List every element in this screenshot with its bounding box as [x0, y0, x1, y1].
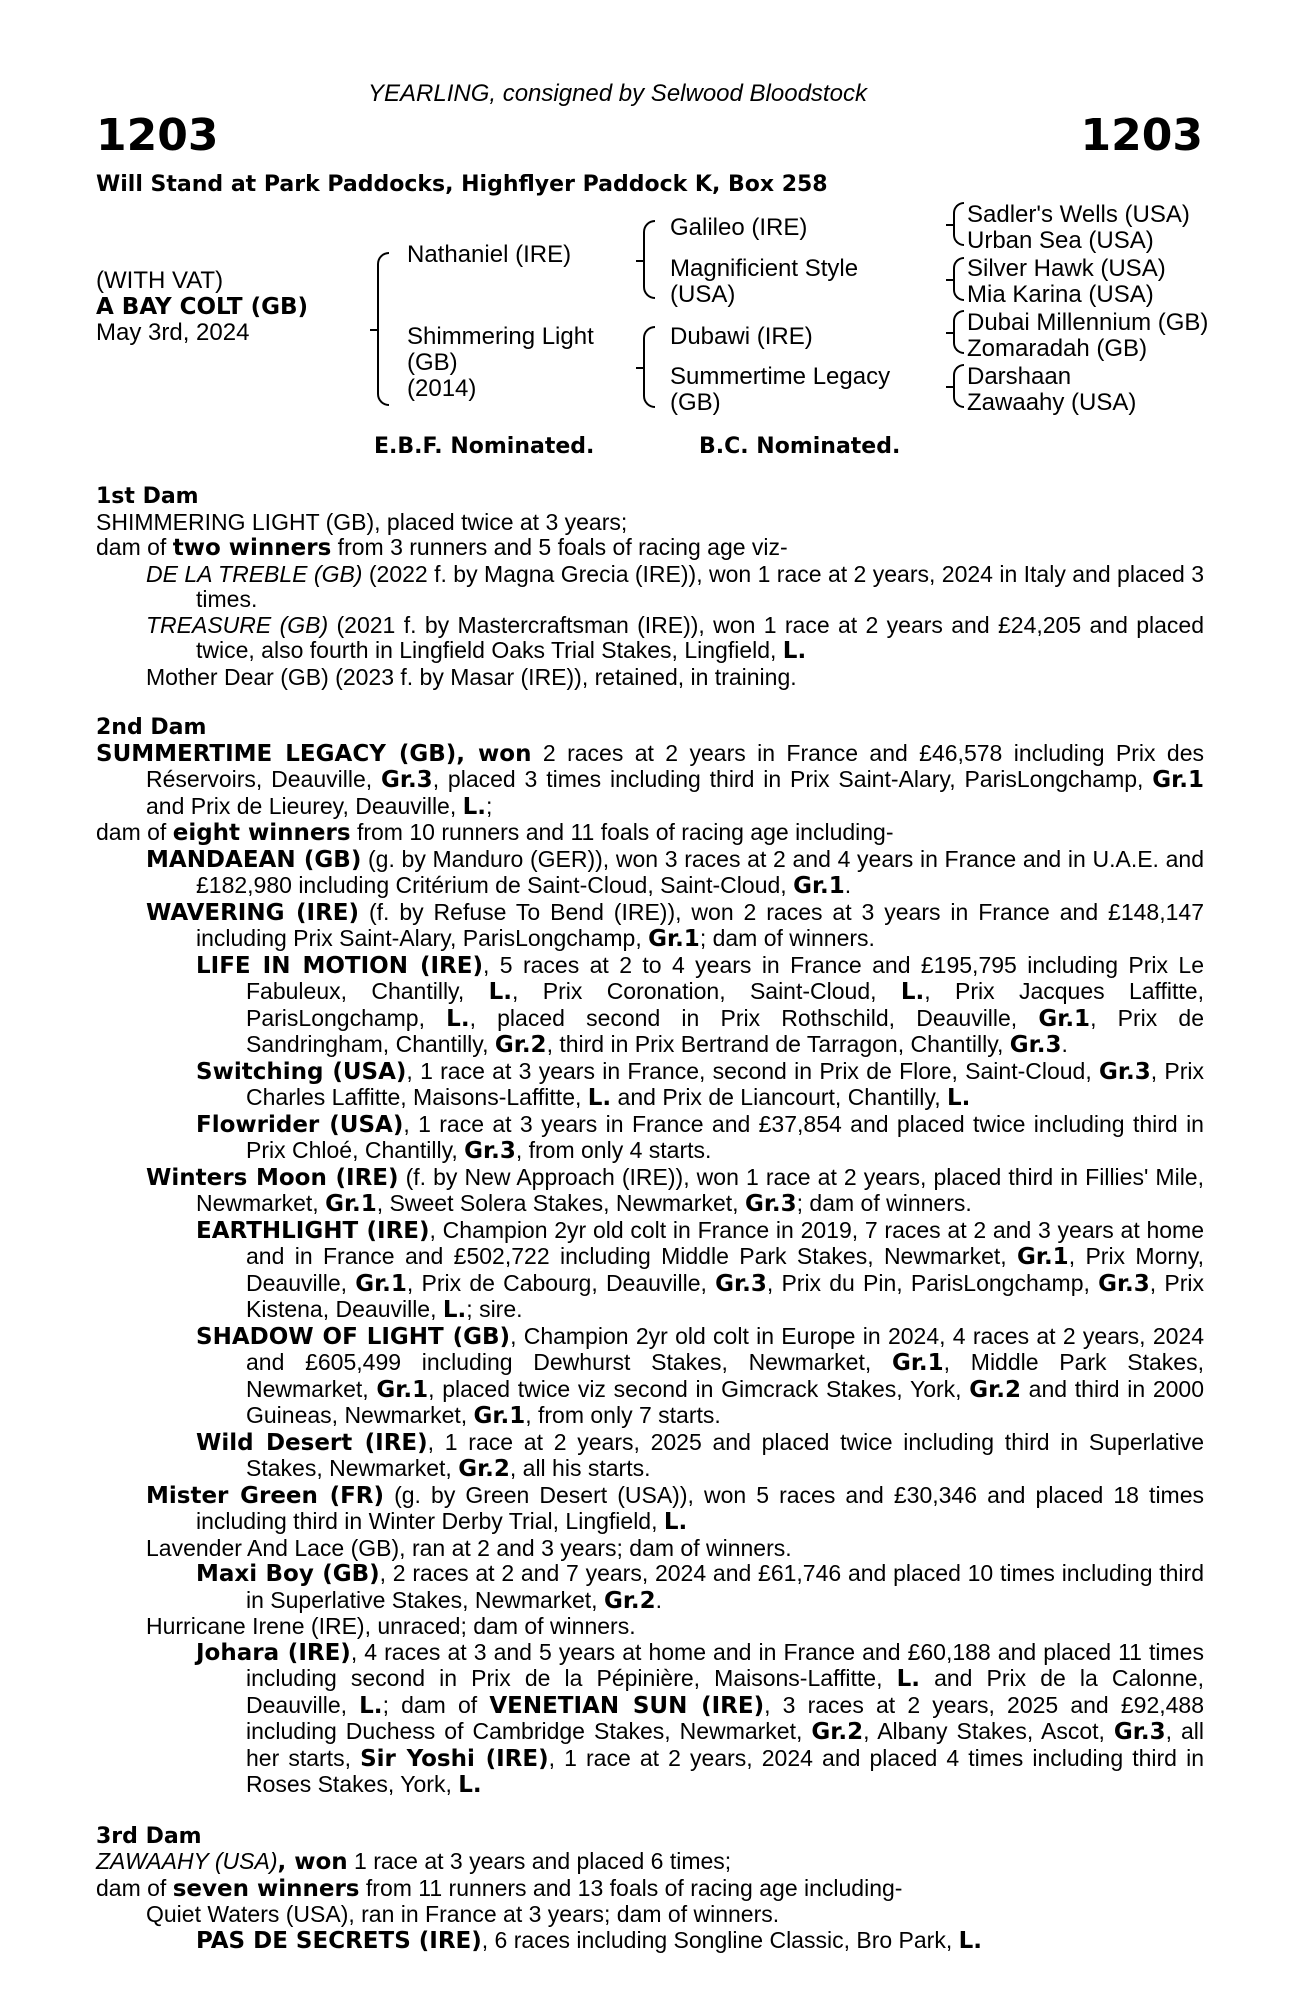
- lot-number-right: 1203: [1080, 110, 1203, 161]
- foaling-date: May 3rd, 2024: [96, 319, 250, 346]
- entry-wavering: WAVERING (IRE) (f. by Refuse To Bend (IRE)), won 2 races at 3 years in France and £148,147 including Prix Saint-Alary, ParisLongchamp, Gr.1; dam of winners.: [146, 898, 1204, 952]
- gen3-ssd: Urban Sea (USA): [967, 227, 1154, 254]
- dam-dam-line2: (GB): [670, 389, 721, 416]
- ebf-nomination: E.B.F. Nominated.: [374, 434, 595, 459]
- entry-lavender-and-lace: Lavender And Lace (GB), ran at 2 and 3 years; dam of winners.: [146, 1534, 792, 1561]
- brace-ds: [953, 310, 964, 354]
- gen3-sdd: Mia Karina (USA): [967, 281, 1154, 308]
- vat-note: (WITH VAT): [96, 267, 224, 294]
- first-dam-intro: SHIMMERING LIGHT (GB), placed twice at 3 years;: [96, 508, 628, 535]
- second-dam-produce: dam of eight winners from 10 runners and 11 foals of racing age including-: [96, 819, 894, 846]
- brace-sd: [953, 257, 964, 301]
- entry-mandaean: MANDAEAN (GB) (g. by Manduro (GER)), won 3 races at 2 and 4 years in France and in U.A.E. and £182,980 including Critérium de Saint-Cloud, Saint-Cloud, Gr.1.: [146, 845, 1205, 899]
- entry-flowrider: Flowrider (USA), 1 race at 3 years in France and £37,854 and placed twice including third in Prix Chloé, Chantilly, Gr.3, from only 4 starts.: [196, 1110, 1204, 1164]
- gen3-sds: Silver Hawk (USA): [967, 255, 1166, 282]
- entry-earthlight: EARTHLIGHT (IRE), Champion 2yr old colt in France in 2019, 7 races at 2 and 3 years at home and in France and £502,722 including Middle Park Stakes, Newmarket, Gr.1, Prix Morny, Deauville, Gr.1, Prix de Cabourg, Deauville, Gr.3, Prix du Pin, ParisLongchamp, Gr.3, Prix Kistena, Deauville, L.; sire.: [196, 1216, 1205, 1323]
- third-dam-heading: 3rd Dam: [96, 1823, 202, 1849]
- foal-treasure: TREASURE (GB) (2021 f. by Mastercraftsman (IRE)), won 1 race at 2 years and £24,205 and placed twice, also fourth in Lingfield Oaks Trial Stakes, Lingfield, L.: [146, 611, 1205, 664]
- lot-number-left: 1203: [96, 110, 219, 161]
- entry-life-in-motion: LIFE IN MOTION (IRE), 5 races at 2 to 4 years in France and £195,795 including Prix Le Fabuleux, Chantilly, L., Prix Coronation, Saint-Cloud, L., Prix Jacques Laffitte, ParisLongchamp, L., placed second in Prix Rothschild, Deauville, Gr.1, Prix de Sandringham, Chantilly, Gr.2, third in Prix Bertrand de Tarragon, Chantilly, Gr.3.: [196, 951, 1204, 1058]
- entry-mister-green: Mister Green (FR) (g. by Green Desert (USA)), won 5 races and £30,346 and placed 18 times including third in Winter Derby Trial, Lingfield, L.: [146, 1481, 1204, 1535]
- entry-switching: Switching (USA), 1 race at 3 years in France, second in Prix de Flore, Saint-Cloud, Gr.3, Prix Charles Laffitte, Maisons-Laffitte, L. and Prix de Liancourt, Chantilly, L.: [196, 1057, 1204, 1111]
- dam-dam-line1: Summertime Legacy: [670, 363, 891, 390]
- stand-location: Will Stand at Park Paddocks, Highflyer Paddock K, Box 258: [96, 172, 828, 197]
- foal-de-la-treble: DE LA TREBLE (GB) (2022 f. by Magna Grecia (IRE)), won 1 race at 2 years, 2024 in Italy and placed 3 times.: [146, 560, 1204, 612]
- brace-ss: [953, 202, 964, 246]
- brace-dam: [643, 326, 655, 408]
- entry-quiet-waters: Quiet Waters (USA), ran in France at 3 years; dam of winners.: [146, 1901, 780, 1927]
- foal-mother-dear: Mother Dear (GB) (2023 f. by Masar (IRE)), retained, in training.: [146, 663, 797, 690]
- sire-dam-line2: (USA): [670, 281, 736, 308]
- brace-gen1: [377, 252, 389, 406]
- gen3-ddd: Zawaahy (USA): [967, 389, 1137, 416]
- dam-sire: Dubawi (IRE): [670, 323, 813, 350]
- gen3-sss: Sadler's Wells (USA): [967, 201, 1190, 228]
- entry-shadow-of-light: SHADOW OF LIGHT (GB), Champion 2yr old colt in Europe in 2024, 4 races at 2 years, 2024 and £605,499 including Dewhurst Stakes, Newmarket, Gr.1, Middle Park Stakes, Newmarket, Gr.1, placed twice viz second in Gimcrack Stakes, York, Gr.2 and third in 2000 Guineas, Newmarket, Gr.1, from only 7 starts.: [196, 1322, 1204, 1429]
- gen3-dss: Dubai Millennium (GB): [967, 309, 1209, 336]
- second-dam-heading: 2nd Dam: [96, 715, 207, 740]
- entry-hurricane-irene: Hurricane Irene (IRE), unraced; dam of winners.: [146, 1613, 636, 1639]
- brace-dd: [953, 364, 964, 408]
- gen3-dsd: Zomaradah (GB): [967, 335, 1148, 362]
- second-dam-intro: SUMMERTIME LEGACY (GB), won 2 races at 2 years in France and £46,578 including Prix des Réservoirs, Deauville, Gr.3, placed 3 times including third in Prix Saint-Alary, ParisLongchamp, Gr.1 and Prix de Lieurey, Deauville, L.;: [96, 739, 1204, 820]
- third-dam-intro: ZAWAAHY (USA), won 1 race at 3 years and placed 6 times;: [96, 1848, 732, 1875]
- sire-name: Nathaniel (IRE): [407, 241, 572, 268]
- dam-year: (2014): [407, 375, 477, 402]
- gen3-dds: Darshaan: [967, 363, 1072, 390]
- consignment-line: YEARLING, consigned by Selwood Bloodstock: [368, 80, 867, 107]
- entry-maxi-boy: Maxi Boy (GB), 2 races at 2 and 7 years, 2024 and £61,746 and placed 10 times including third in Superlative Stakes, Newmarket, Gr.2.: [196, 1560, 1204, 1614]
- dam-name-line2: (GB): [407, 349, 458, 376]
- catalogue-body: [96, 484, 1204, 1954]
- sire-dam-line1: Magnificient Style: [670, 255, 859, 282]
- entry-pas-de-secrets: PAS DE SECRETS (IRE), 6 races including Songline Classic, Bro Park, L.: [196, 1926, 983, 1954]
- lot-title: A BAY COLT (GB): [96, 294, 309, 320]
- third-dam-produce: dam of seven winners from 11 runners and 13 foals of racing age including-: [96, 1874, 903, 1902]
- entry-winters-moon: Winters Moon (IRE) (f. by New Approach (IRE)), won 1 race at 2 years, placed third in Fillies' Mile, Newmarket, Gr.1, Sweet Solera Stakes, Newmarket, Gr.3; dam of winners.: [146, 1163, 1204, 1217]
- dam-name-line1: Shimmering Light: [407, 323, 594, 350]
- first-dam-heading: 1st Dam: [96, 484, 199, 509]
- brace-sire: [643, 220, 655, 299]
- entry-johara: Johara (IRE), 4 races at 3 and 5 years at home and in France and £60,188 and placed 11 times including second in Prix de la Pépinière, Maisons-Laffitte, L. and Prix de la Calonne, Deauville, L.; dam of VENETIAN SUN (IRE), 3 races at 2 years, 2025 and £92,488 including Duchess of Cambridge Stakes, Newmarket, Gr.2, Albany Stakes, Ascot, Gr.3, all her starts, Sir Yoshi (IRE), 1 race at 2 years, 2024 and placed 4 times including third in Roses Stakes, York, L.: [196, 1638, 1205, 1798]
- first-dam-produce: dam of two winners from 3 runners and 5 foals of racing age viz-: [96, 534, 788, 561]
- sire-sire: Galileo (IRE): [670, 214, 808, 241]
- entry-wild-desert: Wild Desert (IRE), 1 race at 2 years, 2025 and placed twice including third in Superlative Stakes, Newmarket, Gr.2, all his starts.: [196, 1428, 1204, 1482]
- bc-nomination: B.C. Nominated.: [699, 434, 901, 459]
